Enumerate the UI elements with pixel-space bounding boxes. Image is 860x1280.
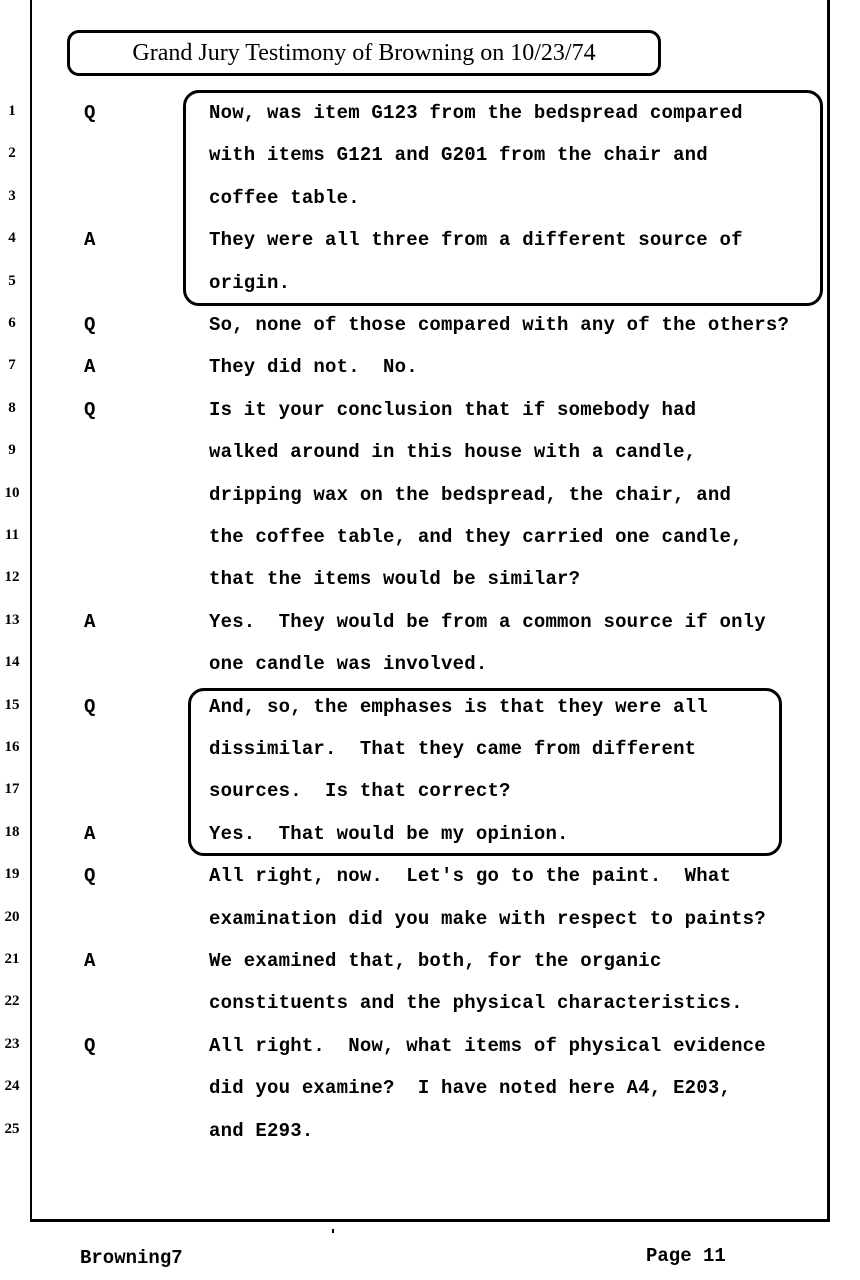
line-number: 3	[8, 188, 16, 204]
line-number: 10	[4, 485, 20, 501]
transcript-line: did you examine? I have noted here A4, E203,	[209, 1077, 732, 1099]
footer-page-number: Page 11	[646, 1245, 726, 1267]
speaker-label: A	[84, 611, 96, 633]
line-number: 5	[8, 273, 16, 289]
transcript-line: dripping wax on the bedspread, the chair, and	[209, 484, 732, 506]
transcript-line: with items G121 and G201 from the chair and	[209, 144, 708, 166]
transcript-line: They did not. No.	[209, 356, 418, 378]
line-number: 8	[8, 400, 16, 416]
transcript-line: examination did you make with respect to paints?	[209, 908, 766, 930]
footer-witness-id: Browning7	[80, 1247, 183, 1269]
line-number: 17	[4, 781, 20, 797]
line-number: 15	[4, 697, 20, 713]
transcript-line: one candle was involved.	[209, 653, 488, 675]
line-number: 6	[8, 315, 16, 331]
transcript-line: dissimilar. That they came from different	[209, 738, 697, 760]
transcript-line: All right, now. Let's go to the paint. What	[209, 865, 732, 887]
line-number: 23	[4, 1036, 20, 1052]
line-number: 20	[4, 909, 20, 925]
transcript-line: that the items would be similar?	[209, 568, 581, 590]
transcript-line: constituents and the physical characteristics.	[209, 992, 743, 1014]
transcript-line: They were all three from a different source of	[209, 229, 743, 251]
transcript-line: origin.	[209, 272, 291, 294]
line-number: 2	[8, 145, 16, 161]
line-number: 4	[8, 230, 16, 246]
transcript-line: Yes. That would be my opinion.	[209, 823, 569, 845]
line-number: 12	[4, 569, 20, 585]
line-number: 7	[8, 357, 16, 373]
line-number: 9	[8, 442, 16, 458]
transcript-line: We examined that, both, for the organic	[209, 950, 662, 972]
line-number: 16	[4, 739, 20, 755]
scan-mark	[332, 1229, 334, 1233]
speaker-label: A	[84, 229, 96, 251]
document-title: Grand Jury Testimony of Browning on 10/23/74	[67, 30, 661, 76]
transcript-line: Yes. They would be from a common source if only	[209, 611, 766, 633]
speaker-label: Q	[84, 314, 96, 336]
speaker-label: A	[84, 950, 96, 972]
line-number: 18	[4, 824, 20, 840]
line-number: 13	[4, 612, 20, 628]
speaker-label: Q	[84, 102, 96, 124]
transcript-line: walked around in this house with a candle,	[209, 441, 697, 463]
speaker-label: Q	[84, 399, 96, 421]
transcript-line: sources. Is that correct?	[209, 780, 511, 802]
speaker-label: A	[84, 356, 96, 378]
line-number: 1	[8, 103, 16, 119]
speaker-label: Q	[84, 865, 96, 887]
line-number: 19	[4, 866, 20, 882]
transcript-line: And, so, the emphases is that they were all	[209, 696, 708, 718]
line-number: 24	[4, 1078, 20, 1094]
transcript-line: and E293.	[209, 1120, 314, 1142]
line-number: 11	[4, 527, 20, 543]
speaker-label: Q	[84, 1035, 96, 1057]
line-number: 21	[4, 951, 20, 967]
transcript-line: the coffee table, and they carried one candle,	[209, 526, 743, 548]
line-number: 22	[4, 993, 20, 1009]
transcript-line: Is it your conclusion that if somebody had	[209, 399, 697, 421]
speaker-label: A	[84, 823, 96, 845]
transcript-line: Now, was item G123 from the bedspread compared	[209, 102, 743, 124]
speaker-label: Q	[84, 696, 96, 718]
line-number: 25	[4, 1121, 20, 1137]
transcript-line: coffee table.	[209, 187, 360, 209]
line-number: 14	[4, 654, 20, 670]
transcript-line: All right. Now, what items of physical evidence	[209, 1035, 766, 1057]
transcript-line: So, none of those compared with any of the others?	[209, 314, 790, 336]
